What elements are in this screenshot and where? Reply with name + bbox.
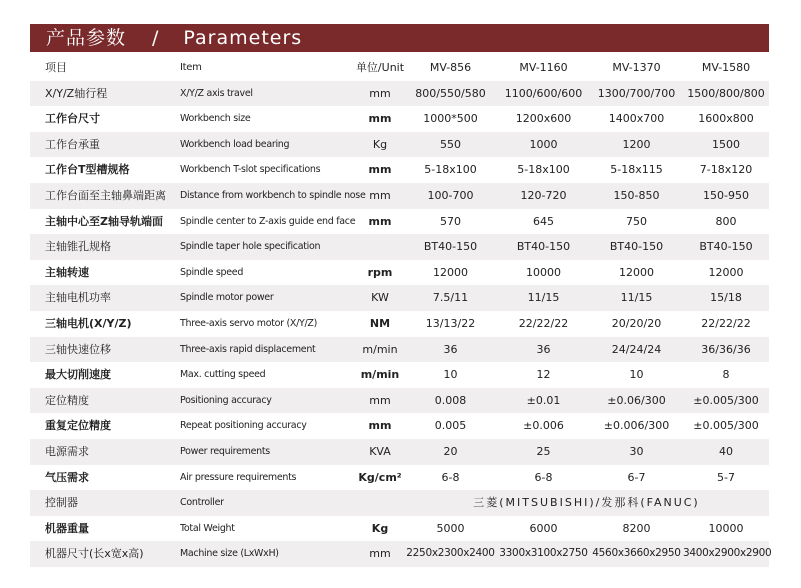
model-value: 12 bbox=[536, 368, 551, 382]
item-cn: 工作台承重 bbox=[45, 137, 100, 151]
header-model-4: MV-1580 bbox=[701, 61, 751, 74]
header-unit: 单位/Unit bbox=[355, 61, 405, 74]
model-value: ±0.01 bbox=[526, 393, 561, 407]
unit: Kg bbox=[372, 137, 388, 151]
model-value: 6-8 bbox=[534, 470, 553, 484]
item-en: Spindle center to Z-axis guide end face bbox=[180, 215, 356, 227]
table-row bbox=[30, 362, 769, 388]
table-row bbox=[30, 234, 769, 260]
parameters-table bbox=[30, 55, 772, 567]
model-value: 550 bbox=[440, 137, 461, 151]
model-value: 120-720 bbox=[520, 188, 567, 202]
model-value: BT40-150 bbox=[609, 240, 664, 254]
model-value: 5000 bbox=[436, 521, 465, 535]
item-cn: 工作台T型槽规格 bbox=[45, 163, 130, 177]
item-cn: 主轴转速 bbox=[45, 265, 89, 279]
item-cn: 定位精度 bbox=[45, 393, 89, 407]
unit: mm bbox=[368, 214, 392, 228]
item-cn: 最大切削速度 bbox=[45, 368, 111, 382]
model-value: 6000 bbox=[529, 521, 558, 535]
item-en: X/Y/Z axis travel bbox=[180, 87, 253, 99]
model-value: 15/18 bbox=[710, 291, 742, 305]
header-model-1: MV-856 bbox=[429, 61, 472, 74]
model-value: 750 bbox=[626, 214, 647, 228]
unit: m/min bbox=[362, 342, 398, 356]
model-value: 800 bbox=[715, 214, 737, 228]
model-value: 25 bbox=[536, 444, 551, 458]
unit: rpm bbox=[367, 265, 393, 279]
item-cn: 机器尺寸(长x宽x高) bbox=[45, 547, 144, 561]
item-cn: 电源需求 bbox=[45, 444, 89, 458]
model-value: 4560x3660x2950 bbox=[592, 547, 681, 560]
item-en: Workbench size bbox=[180, 113, 251, 125]
model-value: 11/15 bbox=[620, 291, 653, 305]
model-value: 10000 bbox=[526, 265, 561, 279]
item-cn: 工作台面至主轴鼻端距离 bbox=[45, 188, 166, 202]
model-value: 570 bbox=[440, 214, 461, 228]
header-item-cn: 项目 bbox=[45, 61, 67, 74]
model-value: 1600x800 bbox=[698, 112, 754, 126]
model-value: 30 bbox=[629, 444, 644, 458]
model-value: 8 bbox=[722, 368, 730, 382]
item-cn: 三轴电机(X/Y/Z) bbox=[45, 316, 132, 330]
model-value: 6-7 bbox=[627, 470, 646, 484]
model-value: 800/550/580 bbox=[415, 86, 486, 100]
item-en: Spindle taper hole specification bbox=[180, 241, 321, 253]
model-value: 10000 bbox=[708, 521, 744, 535]
model-value: 8200 bbox=[622, 521, 651, 535]
controller-value: 三菱(MITSUBISHI)/发那科(FANUC) bbox=[473, 496, 700, 510]
model-value: 36/36/36 bbox=[701, 342, 751, 356]
item-cn: 机器重量 bbox=[45, 521, 89, 535]
model-value: 2250x2300x2400 bbox=[406, 547, 495, 560]
item-cn: 主轴电机功率 bbox=[45, 291, 111, 305]
model-value: 100-700 bbox=[427, 188, 474, 202]
title-cn: 产品参数 bbox=[46, 27, 127, 49]
item-en: Spindle motor power bbox=[180, 292, 274, 304]
parameters-banner bbox=[30, 24, 769, 52]
model-value: 11/15 bbox=[527, 291, 560, 305]
item-cn: 三轴快速位移 bbox=[45, 342, 111, 356]
model-value: 13/13/22 bbox=[425, 316, 476, 330]
item-en: Three-axis rapid displacement bbox=[180, 343, 316, 355]
unit: mm bbox=[368, 163, 392, 177]
model-value: 5-18x115 bbox=[610, 163, 663, 177]
model-value: 1200x600 bbox=[515, 112, 572, 126]
model-value: BT40-150 bbox=[423, 240, 478, 254]
item-en: Max. cutting speed bbox=[180, 369, 266, 381]
table-row bbox=[30, 439, 769, 465]
item-en: Machine size (LxWxH) bbox=[180, 548, 279, 560]
model-value: 12000 bbox=[433, 265, 468, 279]
model-value: BT40-150 bbox=[516, 240, 571, 254]
title-en: Parameters bbox=[183, 27, 303, 49]
table-row bbox=[30, 285, 769, 311]
model-value: 6-8 bbox=[441, 470, 460, 484]
model-value: 3400x2900x2900 bbox=[683, 547, 772, 560]
model-value: 36 bbox=[536, 342, 551, 356]
table-row bbox=[30, 337, 769, 363]
model-value: ±0.006/300 bbox=[603, 419, 670, 433]
item-cn: 主轴中心至Z轴导轨端面 bbox=[45, 214, 163, 228]
unit: Kg/cm² bbox=[358, 470, 402, 484]
unit: mm bbox=[368, 419, 392, 433]
model-value: 10 bbox=[629, 368, 644, 382]
model-value: 5-18x100 bbox=[517, 163, 570, 177]
table-body bbox=[30, 81, 772, 567]
unit: mm bbox=[369, 188, 391, 202]
table-row bbox=[30, 541, 772, 567]
model-value: 1500/800/800 bbox=[687, 86, 765, 100]
model-value: 10 bbox=[443, 368, 458, 382]
table-row bbox=[30, 209, 769, 235]
table-header-row bbox=[30, 55, 769, 81]
item-cn: 气压需求 bbox=[45, 470, 89, 484]
item-cn: 主轴锥孔规格 bbox=[45, 240, 111, 254]
item-en: Three-axis servo motor (X/Y/Z) bbox=[180, 317, 318, 329]
model-value: 1000 bbox=[529, 137, 558, 151]
model-value: 36 bbox=[443, 342, 458, 356]
model-value: 24/24/24 bbox=[611, 342, 662, 356]
item-en: Spindle speed bbox=[180, 266, 244, 278]
model-value: 12000 bbox=[708, 265, 744, 279]
item-en: Repeat positioning accuracy bbox=[180, 420, 307, 432]
unit: mm bbox=[369, 86, 391, 100]
model-value: 0.008 bbox=[434, 393, 467, 407]
table-row bbox=[30, 157, 769, 183]
model-value: 40 bbox=[719, 444, 733, 458]
table-row bbox=[30, 183, 769, 209]
model-value: 1100/600/600 bbox=[504, 86, 583, 100]
item-en: Power requirements bbox=[180, 445, 270, 457]
model-value: 1400x700 bbox=[608, 112, 665, 126]
model-value: 645 bbox=[533, 214, 554, 228]
unit bbox=[350, 490, 410, 516]
title-separator: / bbox=[152, 27, 160, 49]
unit: mm bbox=[369, 393, 391, 407]
table-row bbox=[30, 132, 769, 158]
model-value: 5-7 bbox=[717, 470, 735, 484]
model-value: BT40-150 bbox=[699, 240, 753, 254]
header-model-2: MV-1160 bbox=[519, 61, 568, 74]
item-en: Workbench load bearing bbox=[180, 138, 290, 150]
model-value: 12000 bbox=[619, 265, 654, 279]
table-row bbox=[30, 413, 769, 439]
model-value: 20 bbox=[443, 444, 458, 458]
model-value: 7-18x120 bbox=[699, 163, 753, 177]
model-value: ±0.006 bbox=[523, 419, 564, 433]
item-cn: 重复定位精度 bbox=[45, 419, 111, 433]
table-row bbox=[30, 81, 769, 107]
table-row bbox=[30, 490, 769, 516]
model-value: ±0.005/300 bbox=[693, 419, 759, 433]
table-row bbox=[30, 516, 769, 542]
item-cn: 工作台尺寸 bbox=[45, 112, 100, 126]
item-cn: X/Y/Z轴行程 bbox=[45, 86, 108, 100]
unit: m/min bbox=[360, 368, 400, 382]
model-value: 7.5/11 bbox=[432, 291, 469, 305]
item-en: Workbench T-slot specifications bbox=[180, 164, 321, 176]
header-item-en: Item bbox=[180, 62, 202, 73]
header-model-3: MV-1370 bbox=[612, 61, 661, 74]
item-en: Distance from workbench to spindle nose bbox=[180, 189, 366, 201]
table-row bbox=[30, 260, 769, 286]
model-value: 150-950 bbox=[703, 188, 749, 202]
model-value: 22/22/22 bbox=[518, 316, 569, 330]
model-value: 22/22/22 bbox=[701, 316, 751, 330]
model-value: 150-850 bbox=[613, 188, 660, 202]
model-value: ±0.06/300 bbox=[607, 393, 666, 407]
item-en: Positioning accuracy bbox=[180, 394, 272, 406]
table-row bbox=[30, 388, 769, 414]
item-cn: 控制器 bbox=[45, 496, 78, 510]
model-value: 1200 bbox=[622, 137, 651, 151]
model-value: 1000*500 bbox=[423, 112, 478, 126]
item-en: Total Weight bbox=[180, 522, 235, 534]
table-row bbox=[30, 106, 769, 132]
model-value: 1300/700/700 bbox=[597, 86, 676, 100]
model-value: 5-18x100 bbox=[424, 163, 477, 177]
unit: NM bbox=[369, 316, 391, 330]
model-value: 0.005 bbox=[434, 419, 467, 433]
model-value: 3300x3100x2750 bbox=[499, 547, 588, 560]
unit: Kg bbox=[371, 521, 389, 535]
table-row bbox=[30, 465, 769, 491]
unit: KVA bbox=[369, 444, 391, 458]
model-value: 20/20/20 bbox=[611, 316, 662, 330]
model-value: ±0.005/300 bbox=[693, 393, 759, 407]
item-en: Air pressure requirements bbox=[180, 471, 297, 483]
unit bbox=[350, 234, 410, 260]
model-value: 1500 bbox=[712, 137, 740, 151]
item-en: Controller bbox=[180, 497, 224, 509]
unit: mm bbox=[369, 547, 391, 561]
table-row bbox=[30, 311, 769, 337]
unit: mm bbox=[368, 112, 392, 126]
unit: KW bbox=[371, 291, 389, 305]
